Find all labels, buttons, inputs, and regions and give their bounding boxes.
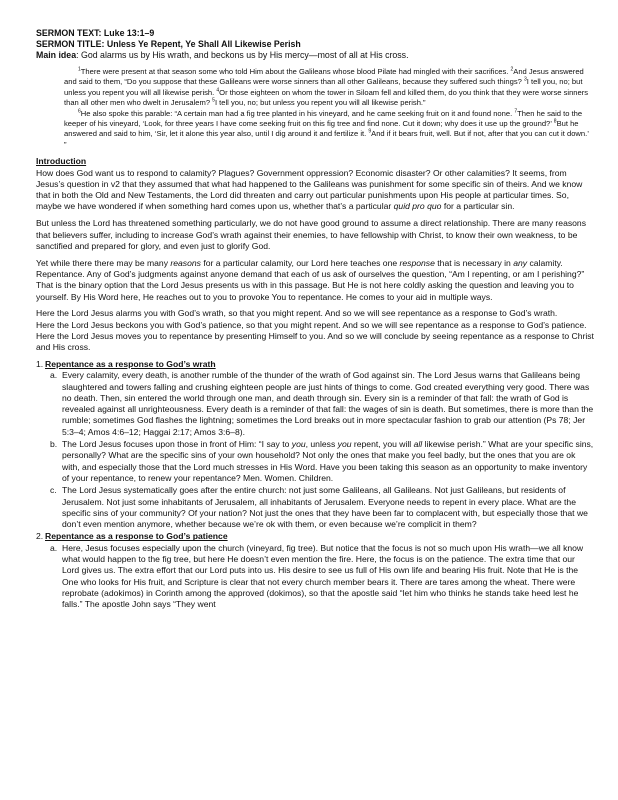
sermon-points — [36, 359, 594, 611]
verse-text: I tell you, no; but unless you repent you will all likewise perish.” — [214, 98, 426, 108]
subpoint-text: The Lord Jesus systematically goes after the entire church: not just some Galileans, all Galileans. Not just Galileans, but residents of Jerusalem. Not just some inhabitants of Jerusalem, all inhabitants of Jerusalem. Everyone needs to repent in every place. What are the specific sins of your community? Of your nation? Not just the ones that they have been far to complacent with, but especially those that we don’t even mention anymore, whether because we’re ok with them, or even because we’re complicit in them? — [62, 485, 588, 530]
verse-number: 8 — [553, 118, 557, 125]
subpoint-fragment: repent, you will — [351, 439, 414, 450]
subpoint-fragment: The Lord Jesus focuses upon those in front of Him: “I say to — [62, 439, 292, 450]
intro-paragraph: Here the Lord Jesus alarms you with God’s wrath, so that you might repent. And so we will see repentance as a response to God’s wrath. — [36, 308, 558, 319]
subpoint-item — [50, 485, 594, 530]
subpoint-item — [50, 439, 594, 484]
intro-paragraph: Here the Lord Jesus beckons you with God’s patience, so that you might repent. And so we will see repentance as a response to God’s patience. — [36, 319, 587, 330]
subpoint-letter: a. — [50, 370, 58, 381]
scripture-paragraph — [64, 67, 590, 109]
point-title: Repentance as a response to God’s wrath — [45, 359, 216, 369]
intro-paragraph — [36, 258, 594, 303]
verse-text: And if it bears fruit, well. But if not, after that you can cut it down.’ ” — [64, 129, 589, 149]
verse-number: 4 — [216, 87, 220, 94]
point-item — [36, 531, 594, 610]
subpoint-item — [50, 543, 594, 611]
intro-text: Yet while there there may be many — [36, 257, 171, 268]
point-number: 2. — [36, 531, 44, 542]
verse-text: Or those eighteen on whom the tower in Siloam fell and killed them, do you think that they were worse sinners than all other men who dwelt in Jerusalem? — [64, 87, 589, 108]
subpoint-fragment: likewise perish.” What are your specific sins, personally? What are the specific sins of your own household? Not only the ones that make you feel badly, but the ones that you are ok with, and especially those that the Lord much stresses in His Word. Have you been taking this season as an opportunity to make inventory of your repentance, to renew your repentance? Men. Women. Children. — [62, 439, 594, 483]
main-idea-text: : God alarms us by His wrath, and beckons us by His mercy—most of all at His cross. — [76, 50, 409, 60]
verse-text: But he answered and said to him, ‘Sir, let it alone this year also, until I dig around it and fertilize it. — [64, 119, 579, 139]
intro-text: calamity. Repentance. Any of God’s judgments against anyone demand that each of us ask of ourselves the question, “Am I repenting, or am I perishing?” That is the binary option that the Lord Jesus presents us with in this passage. But He is not here coldly asking the question and leaving you to yourself. By His Word here, He reaches out to you to provoke You to repentance. He comes to your aid in multiple ways. — [36, 257, 585, 302]
subpoint-text: Here, Jesus focuses especially upon the church (vineyard, fig tree). But notice that the focus is not so much upon His wrath—we all know what would happen to the fig tree, but here He doesn’t even mention the fire. Here, the focus is on the patience. The extra time that our Lord gives us. The extra effort that our Lord puts into us. His desire to see us full of His own life and bearing His fruit. Note that He is the One who looks for His fruit, and Scripture is clear that not every church member bears it. There are tares among the wheat. There were reprobate (adokimos) in Corinth among the approved (dokimos), so that the apostle said “let him who thinks he stands take heed lest he falls.” The apostle John says “They went — [62, 542, 584, 610]
main-idea — [36, 50, 594, 61]
intro-emphasis: reasons — [170, 257, 201, 268]
point-item — [36, 359, 594, 530]
intro-emphasis: quid pro quo — [393, 201, 442, 212]
intro-text: for a particular calamity, our Lord here teaches one — [200, 257, 400, 268]
subpoint-emphasis: you — [291, 439, 306, 450]
main-idea-label: Main idea — [36, 50, 77, 60]
subpoint-fragment: , unless — [305, 439, 338, 450]
intro-text: for a particular sin. — [441, 201, 515, 212]
subpoint-text: Every calamity, every death, is another rumble of the thunder of the wrath of God against sin. The Lord Jesus warns that Galileans being slaughtered and towers falling and crushing eighteen people are just hints of things to come. God created everything very good. There was no death. Then, sin entered the world through one man, and death through sin. Every sin is a reminder of that fall: the wrath of God is revealed against all unrighteousness. Every death is a reminder of that fall: the wages of sin is death. But sometimes, there is more than the rumble; sometimes God flashes the lightning; sometimes the Lord breaks out in more spectacular fashion to grab our attention (Ps 78; Jer 5:3–4; Amos 4:6–12; Haggai 2:17; Amos 3:6–8). — [62, 370, 594, 437]
point-number: 1. — [36, 359, 44, 369]
intro-emphasis: response — [399, 257, 435, 268]
verse-number: 5 — [212, 97, 215, 104]
verse-text: There were present at that season some who told Him about the Galileans whose blood Pilate had mingled with their sacrifices. — [80, 67, 511, 76]
subpoint-text — [62, 439, 594, 484]
scripture-passage — [64, 67, 590, 150]
verse-text: Then he said to the keeper of his vineyard, ‘Look, for three years I have come seeking fruit on this fig tree and find none. Cut it down; why does it use up the ground?’ — [64, 108, 583, 129]
intro-text: How does God want us to respond to calamity? Plagues? Government oppression? Economic disaster? Or other calamities? It seems, from Jesus’s question in v2 that they assumed that what had happened to the Galileans was punishment for some specific sin of theirs. And we know that in both the Old and New Testaments, the Lord did threaten and carry out particular punishments upon His people at particular times. So, maybe we have wondered if when something hard comes upon us, whether that’s a particular — [36, 167, 583, 212]
verse-text: I tell you, no; but unless you repent you will all likewise perish. — [64, 77, 583, 97]
subpoint-letter: b. — [50, 439, 58, 450]
subpoint-list — [50, 543, 594, 611]
intro-text: that is necessary in — [434, 257, 514, 268]
verse-number: 9 — [368, 128, 372, 135]
subpoint-emphasis: you — [337, 439, 352, 450]
intro-paragraph — [36, 168, 594, 213]
point-heading — [36, 359, 594, 370]
sermon-text: SERMON TEXT: Luke 13:1–9 — [36, 28, 155, 38]
verse-number: 3 — [523, 76, 527, 83]
scripture-paragraph — [64, 109, 590, 151]
subpoint-item — [50, 370, 594, 438]
intro-paragraph: Here the Lord Jesus moves you to repentance by presenting Himself to you. And so we will conclude by seeing repentance as a response to Christ and His cross. — [36, 330, 594, 353]
intro-paragraph: But unless the Lord has threatened something particularly, we do not have good ground to assume a direct relationship. There are many reasons that believers suffer, including to increase God’s wrath against their enemies, to have fellowship with Christ, to know their own weakness, to be sanctified and prepared for glory, and even just to glorify God. — [36, 218, 587, 251]
intro-emphasis: any — [513, 257, 528, 268]
subpoint-letter: c. — [50, 485, 57, 496]
subpoint-letter: a. — [50, 542, 58, 553]
verse-text: And Jesus answered and said to them, “Do you suppose that these Galileans were worse sinners than all other Galileans, because they suffered such things? — [64, 67, 584, 87]
sermon-title: SERMON TITLE: Unless Ye Repent, Ye Shall All Likewise Perish — [36, 39, 301, 49]
subpoint-emphasis: all — [413, 439, 423, 450]
verse-number: 2 — [510, 66, 514, 73]
verse-text: He also spoke this parable: “A certain man had a fig tree planted in his vineyard, and he came seeking fruit on it and found none. — [80, 108, 515, 118]
verse-number: 1 — [78, 66, 81, 73]
point-heading — [36, 531, 594, 542]
verse-number: 6 — [78, 108, 81, 115]
subpoint-list — [50, 370, 594, 530]
verse-number: 7 — [514, 108, 518, 115]
point-title: Repentance as a response to God’s patience — [45, 531, 228, 542]
introduction-heading: Introduction — [36, 156, 87, 167]
